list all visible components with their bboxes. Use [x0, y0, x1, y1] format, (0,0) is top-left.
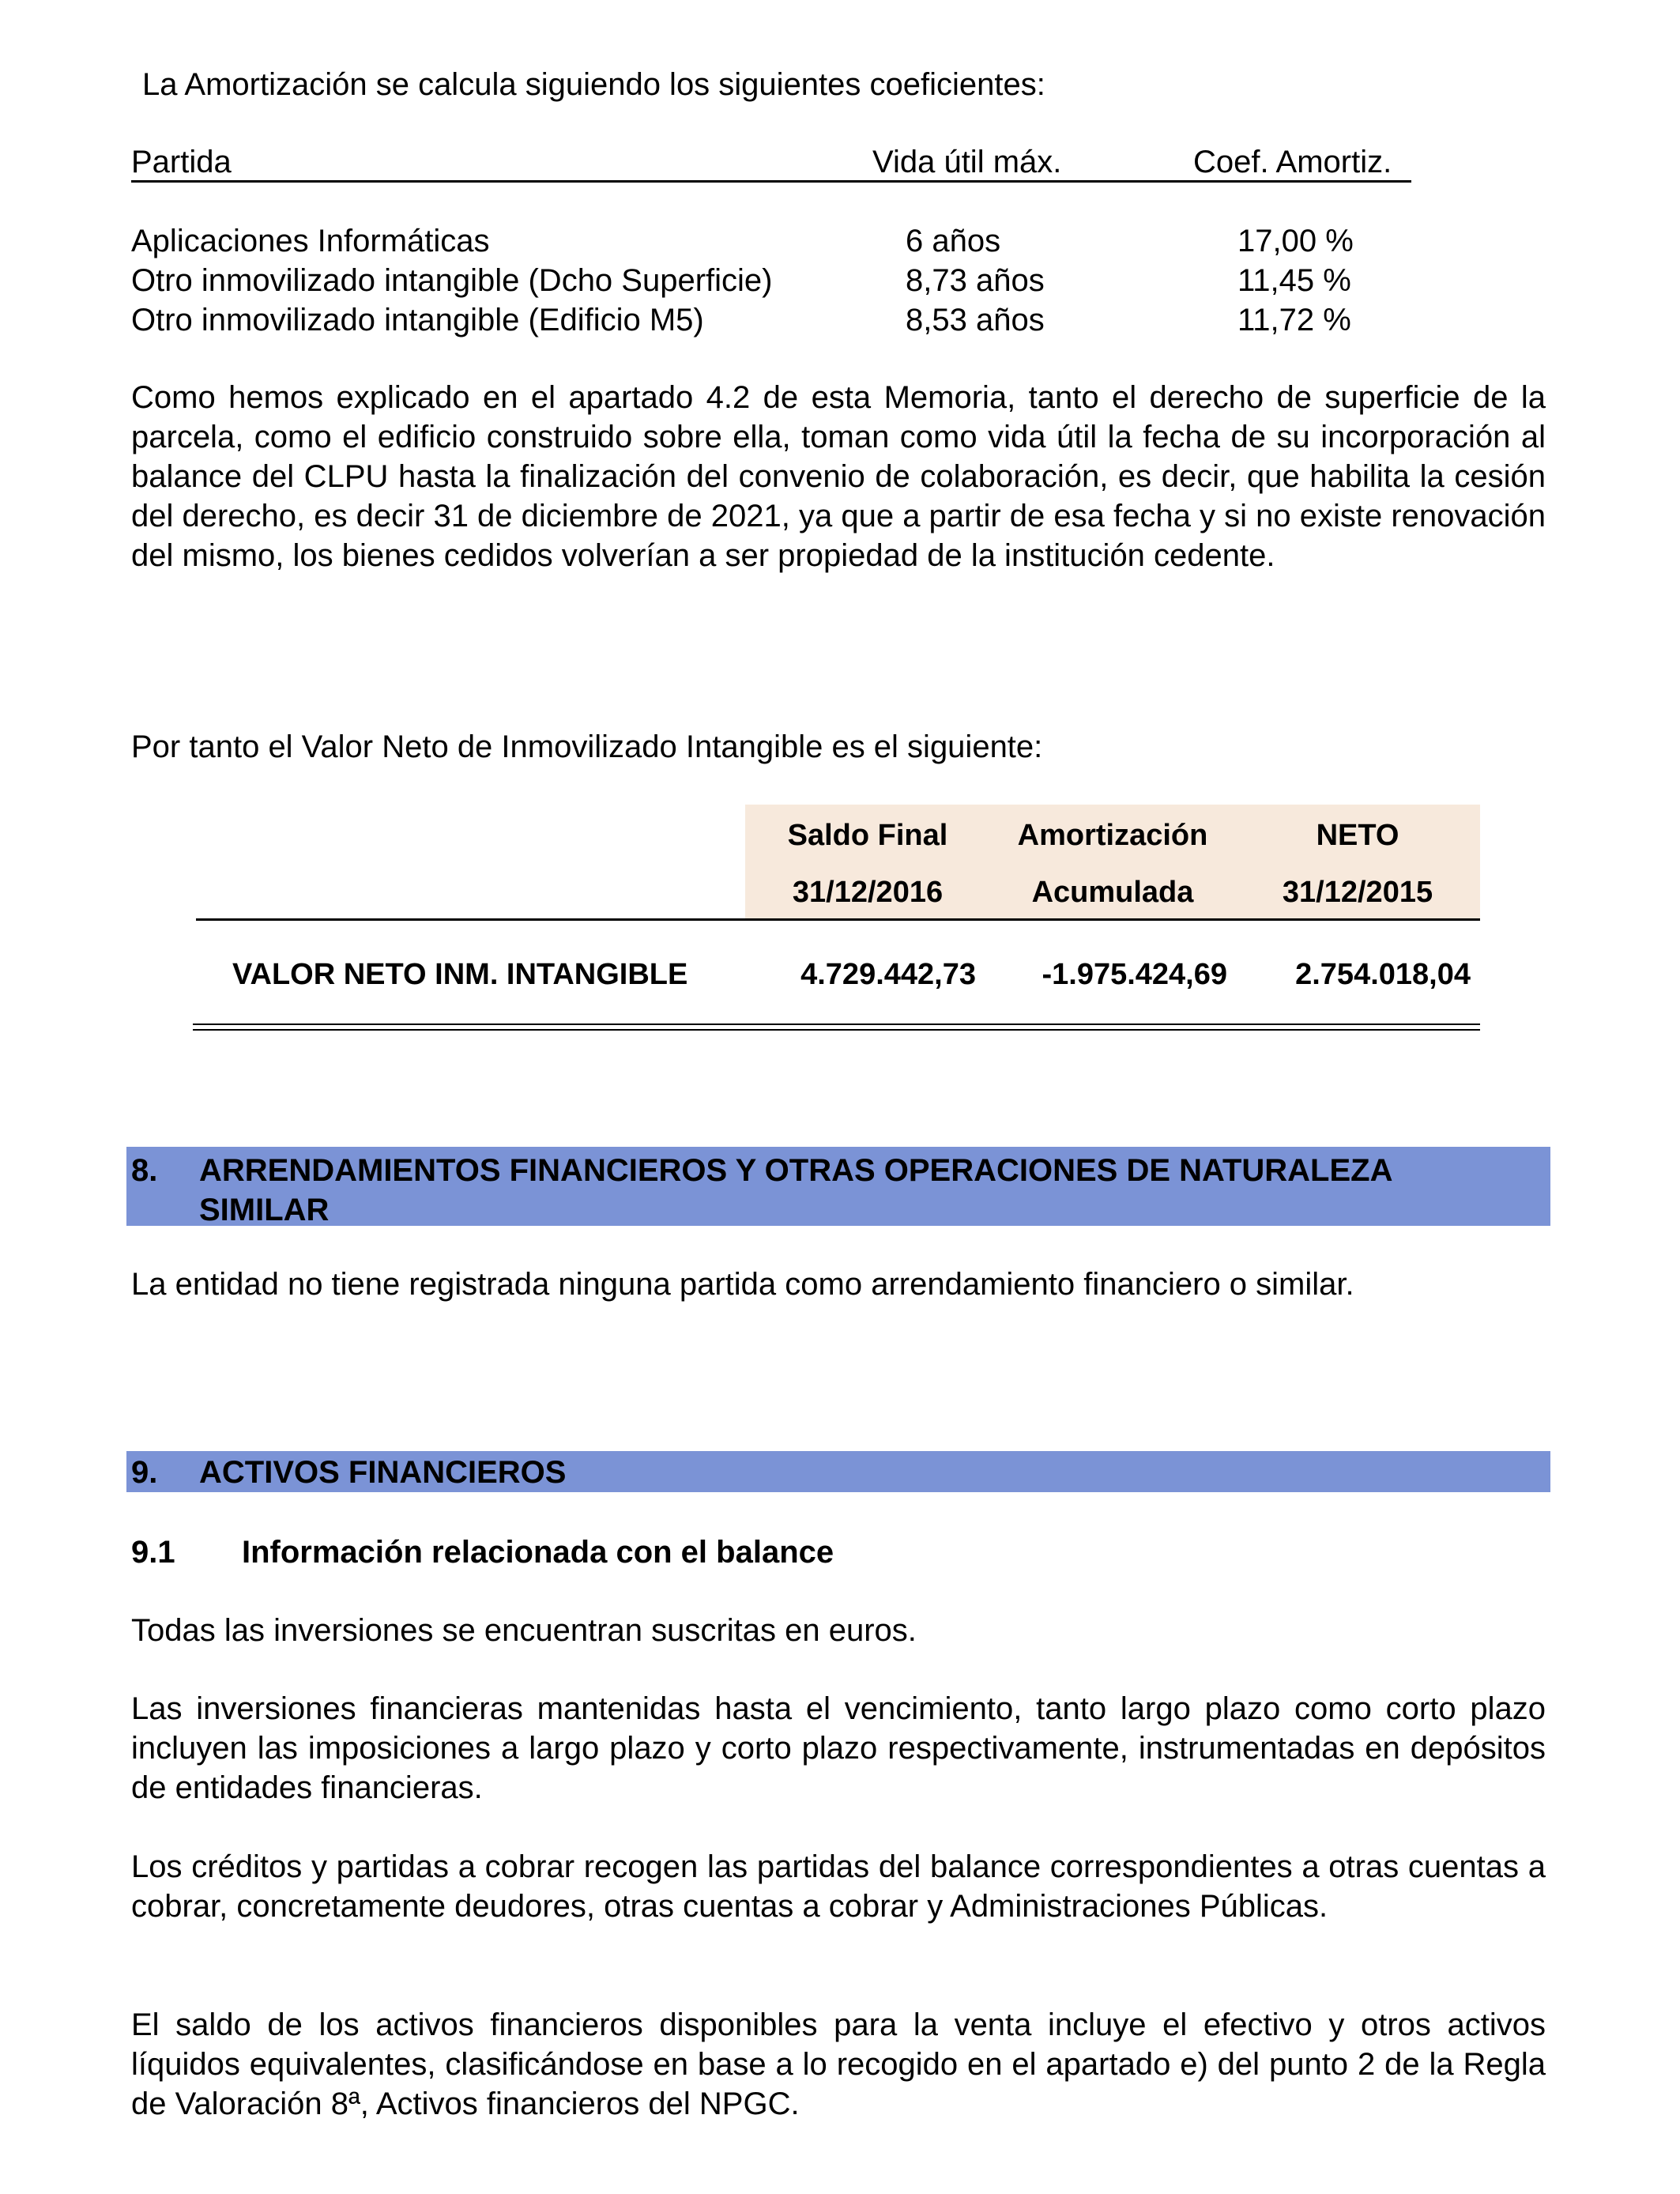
net-table-row-label: VALOR NETO INM. INTANGIBLE	[232, 958, 688, 991]
section-8-title: ARRENDAMIENTOS FINANCIEROS Y OTRAS OPERACIONES DE NATURALEZA SIMILAR	[199, 1153, 1392, 1227]
section-9-paragraph-4: El saldo de los activos financieros disponibles para la venta incluye el efectivo y otros activos líquidos equivalentes, clasificándose en base a lo recogido en el apartado e) del punto 2 de la Regla de Valoración 8ª, Activos financieros del NPGC.	[131, 2007, 1546, 2121]
header-coef-amortiz: Coef. Amortiz.	[1193, 145, 1392, 179]
section-9-paragraph-2: Las inversiones financieras mantenidas hasta el vencimiento, tanto largo plazo como corto plazo incluyen las imposiciones a largo plazo y corto plazo respectivamente, instrumentadas en depósitos de entidades financieras.	[131, 1691, 1546, 1805]
coef-value: 11,72 %	[1237, 303, 1351, 337]
net-table-double-rule-1	[193, 1023, 1480, 1025]
col-amortizacion-line1: Amortización	[1017, 819, 1208, 852]
coef-partida: Otro inmovilizado intangible (Edificio M5)	[131, 303, 704, 337]
explanation-paragraph: Como hemos explicado en el apartado 4.2 de esta Memoria, tanto el derecho de superficie de la parcela, como el edificio construido sobre ella, toman como vida útil la fecha de su incorporación al balance del CLPU hasta la finalización del convenio de colaboración, es decir, que habilita la cesión del derecho, es decir 31 de diciembre de 2021, ya que a partir de esa fecha y si no existe renovación del mismo, los bienes cedidos volverían a ser propiedad de la institución cedente.	[131, 380, 1546, 573]
header-partida: Partida	[131, 145, 232, 179]
amortizacion-value: -1.975.424,69	[1042, 958, 1227, 991]
neto-value: 2.754.018,04	[1295, 958, 1471, 991]
section-9-number: 9.	[131, 1455, 158, 1490]
subsection-9-1-title: Información relacionada con el balance	[242, 1535, 834, 1570]
coef-partida: Otro inmovilizado intangible (Dcho Superficie)	[131, 263, 773, 298]
col-saldo-final-line1: Saldo Final	[787, 819, 948, 852]
col-amortizacion-line2: Acumulada	[1031, 876, 1194, 909]
header-vida-util: Vida útil máx.	[872, 145, 1062, 179]
subsection-9-1-number: 9.1	[131, 1535, 175, 1570]
net-table-top-rule	[196, 918, 1480, 921]
col-saldo-final-line2: 31/12/2016	[792, 876, 944, 909]
section-8-number: 8.	[131, 1153, 158, 1188]
coef-vida: 8,73 años	[906, 263, 1045, 298]
section-8-text: La entidad no tiene registrada ninguna partida como arrendamiento financiero o similar.	[131, 1267, 1354, 1302]
coef-row	[131, 221, 1411, 261]
col-neto-line2: 31/12/2015	[1282, 876, 1433, 909]
coef-value: 11,45 %	[1237, 263, 1351, 298]
coef-table-header	[131, 142, 1411, 183]
coef-row	[131, 261, 1411, 300]
coef-row	[131, 300, 1411, 340]
section-9-paragraph-1: Todas las inversiones se encuentran suscritas en euros.	[131, 1613, 917, 1648]
section-9-paragraph-3: Los créditos y partidas a cobrar recogen las partidas del balance correspondientes a otras cuentas a cobrar, concretamente deudores, otras cuentas a cobrar y Administraciones Públicas.	[131, 1849, 1546, 1924]
coef-partida: Aplicaciones Informáticas	[131, 224, 490, 258]
coef-vida: 8,53 años	[906, 303, 1045, 337]
coef-vida: 6 años	[906, 224, 1001, 258]
valor-neto-intro: Por tanto el Valor Neto de Inmovilizado Intangible es el siguiente:	[131, 729, 1043, 764]
net-table-double-rule-2	[193, 1029, 1480, 1031]
coef-value: 17,00 %	[1237, 224, 1354, 258]
saldo-final-value: 4.729.442,73	[800, 958, 976, 991]
col-neto-line1: NETO	[1316, 819, 1399, 852]
intro-text: La Amortización se calcula siguiendo los siguientes coeficientes:	[142, 67, 1045, 102]
section-9-title: ACTIVOS FINANCIEROS	[199, 1455, 567, 1490]
